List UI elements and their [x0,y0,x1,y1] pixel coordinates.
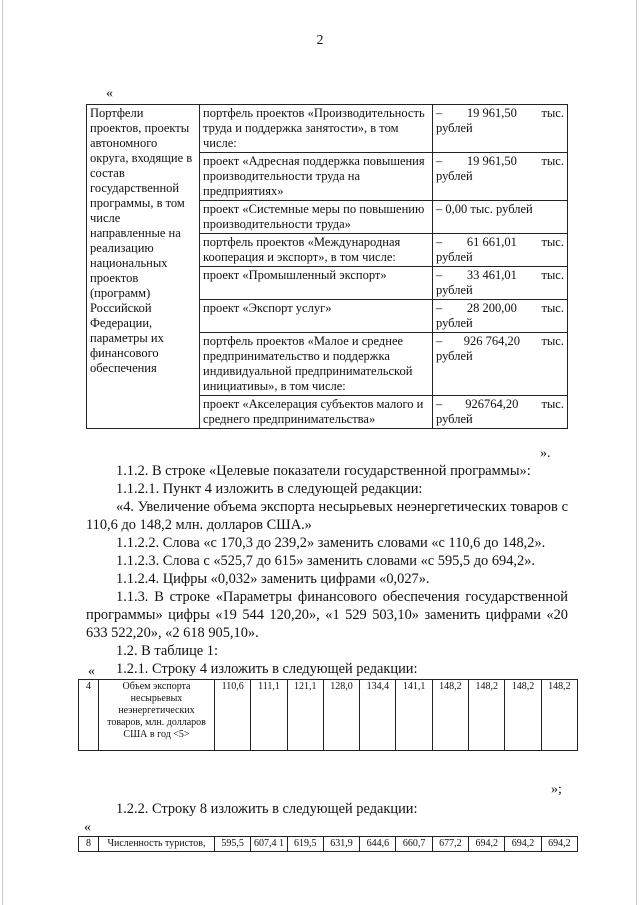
right-page-edge [636,0,637,905]
amendment-text [86,462,568,678]
value-cell: 631,9 [323,837,359,852]
paragraph-1-2-1: 1.2.1. Строку 4 изложить в следующей редакции: [116,661,418,677]
row-number-cell: 8 [79,837,99,852]
value-cell: 148,2 [432,680,468,751]
value-cell: 128,0 [323,680,359,751]
portfolio-amount-cell: – 19 961,50 тыс. рублей [433,153,568,201]
row8-table [78,836,578,852]
value-cell: 677,2 [432,837,468,852]
value-cell: 148,2 [505,680,541,751]
portfolio-name-cell: проект «Экспорт услуг» [200,300,433,333]
row8-intro [86,800,568,818]
paragraph-1-1-2-4: 1.1.2.4. Цифры «0,032» заменить цифрами «0,027». [116,571,430,587]
value-cell: 694,2 [541,837,577,852]
value-cell: 644,6 [360,837,396,852]
portfolio-amount-cell: – 19 961,50 тыс. рублей [433,105,568,153]
value-cell: 595,5 [215,837,251,852]
portfolio-amount-cell: – 61 661,01 тыс. рублей [433,234,568,267]
paragraph-1-2: 1.2. В таблице 1: [116,643,218,659]
portfolio-name-cell: проект «Акселерация субъектов малого и среднего предпринимательства» [200,396,433,429]
portfolio-name-cell: портфель проектов «Производительность труда и поддержка занятости», в том числе: [200,105,433,153]
value-cell: 694,2 [469,837,505,852]
portfolio-left-cell: Портфели проектов, проекты автономного округа, входящие в состав государственной программы, в том числе направленные на реализацию национальных проектов (программ) Российской Федерации, параметры их финансового обеспечения [87,105,200,429]
value-cell: 111,1 [251,680,287,751]
value-cell: 148,2 [541,680,577,751]
value-cell: 148,2 [469,680,505,751]
value-cell: 607,4 1 [251,837,287,852]
table-row [79,680,578,751]
open-quote-row8: « [84,820,91,835]
close-quote-period: ». [540,446,551,461]
close-quote-semicolon: »; [551,782,562,797]
portfolio-amount-cell: – 33 461,01 тыс. рублей [433,267,568,300]
row4-table [78,679,578,751]
table-row [79,837,578,852]
indicator-label-cell: Численность туристов, [99,837,215,852]
portfolio-name-cell: портфель проектов «Малое и среднее предпринимательство и поддержка индивидуальной предпринимательской инициативы», в том числе: [200,333,433,396]
value-cell: 694,2 [505,837,541,852]
open-quote-top: « [106,86,113,101]
portfolio-amount-cell: – 0,00 тыс. рублей [433,201,568,234]
row-number-cell: 4 [79,680,99,751]
portfolio-name-cell: проект «Системные меры по повышению производительности труда» [200,201,433,234]
paragraph-point-4: «4. Увеличение объема экспорта несырьевых неэнергетических товаров с 110,6 до 148,2 млн. долларов США.» [86,499,568,533]
portfolio-amount-cell: – 926764,20 тыс. рублей [433,396,568,429]
value-cell: 121,1 [287,680,323,751]
value-cell: 141,1 [396,680,432,751]
portfolio-table [86,104,568,429]
value-cell: 134,4 [360,680,396,751]
portfolio-amount-cell: – 926 764,20 тыс. рублей [433,333,568,396]
left-page-edge [2,0,3,905]
paragraph-1-1-2-2: 1.1.2.2. Слова «с 170,3 до 239,2» заменить словами «с 110,6 до 148,2». [116,535,546,551]
table-row [87,105,568,153]
indicator-label-cell: Объем экспорта несырьевых неэнергетических товаров, млн. долларов США в год <5> [99,680,215,751]
paragraph-1-2-2: 1.2.2. Строку 8 изложить в следующей редакции: [116,801,418,817]
paragraph-1-1-3: 1.1.3. В строке «Параметры финансового обеспечения государственной программы» цифры «19 544 120,20», «1 529 503,10» заменить цифрами «20 633 522,20», «2 618 905,10». [86,589,568,641]
value-cell: 619,5 [287,837,323,852]
portfolio-name-cell: проект «Промышленный экспорт» [200,267,433,300]
paragraph-1-1-2-3: 1.1.2.3. Слова с «525,7 до 615» заменить словами «с 595,5 до 694,2». [116,553,536,569]
page-number: 2 [316,33,324,48]
portfolio-amount-cell: – 28 200,00 тыс. рублей [433,300,568,333]
value-cell: 660,7 [396,837,432,852]
paragraph-1-1-2-1: 1.1.2.1. Пункт 4 изложить в следующей редакции: [116,481,423,497]
portfolio-name-cell: проект «Адресная поддержка повышения производительности труда на предприятиях» [200,153,433,201]
paragraph-1-1-2: 1.1.2. В строке «Целевые показатели государственной программы»: [116,463,531,479]
open-quote-row4: « [88,664,95,679]
portfolio-name-cell: портфель проектов «Международная кооперация и экспорт», в том числе: [200,234,433,267]
value-cell: 110,6 [215,680,251,751]
